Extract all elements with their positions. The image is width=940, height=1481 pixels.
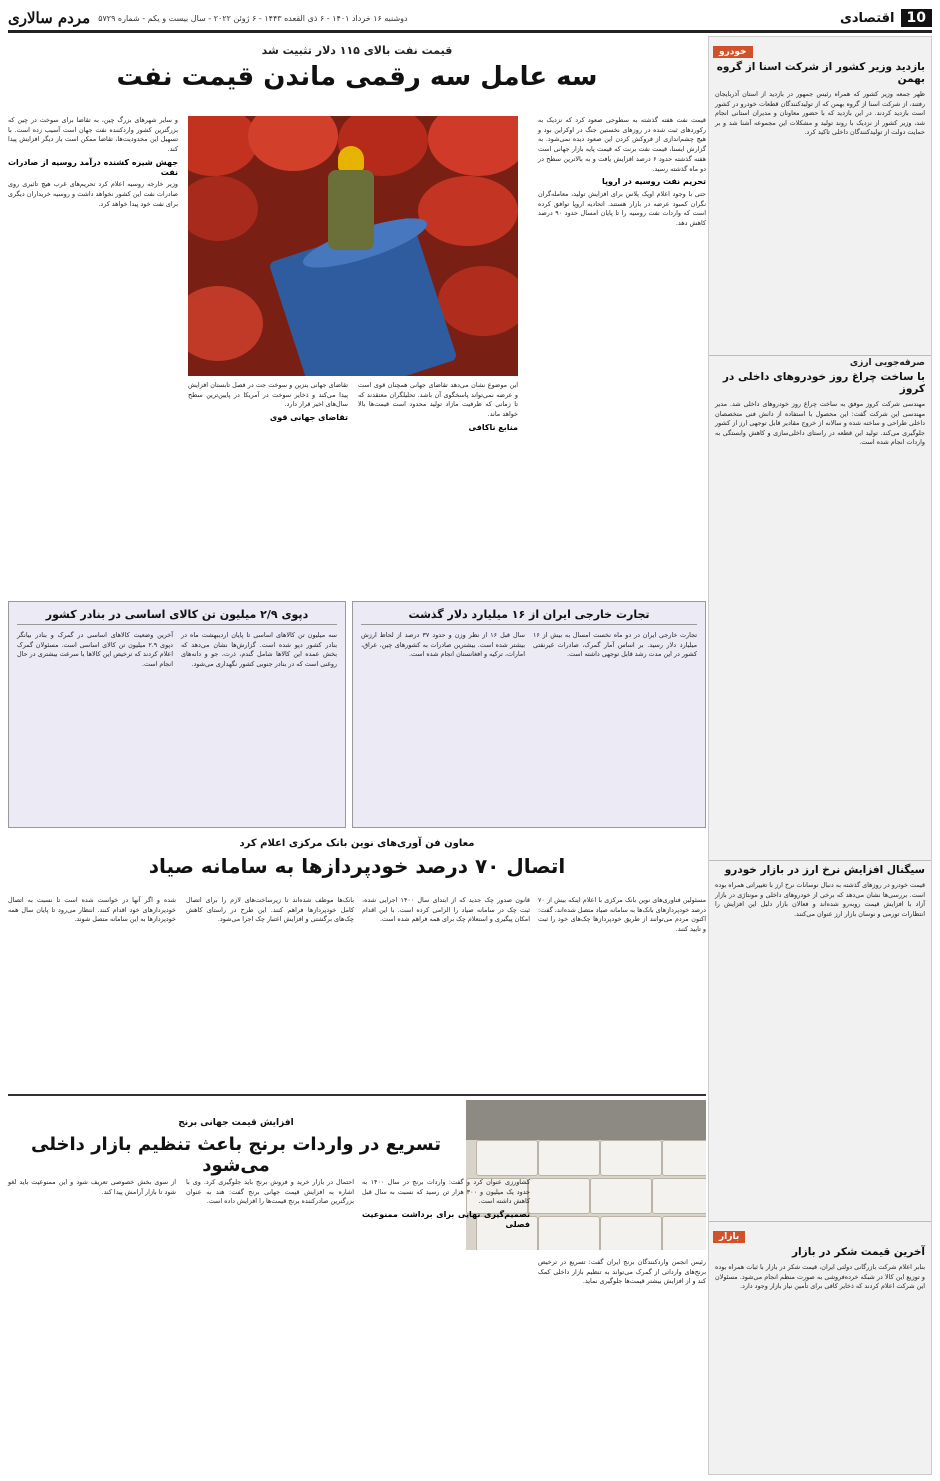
article-kicker: افزایش قیمت جهانی برنج	[178, 1118, 294, 1128]
article-subhead: جهش شیره کشنده درآمد روسیه از صادرات نفت	[8, 157, 178, 177]
article-subhead: منابع ناکافی	[468, 422, 518, 432]
sidebar-article-4	[709, 1222, 931, 1294]
section-divider	[8, 1094, 706, 1096]
article-kicker: معاون فن آوری‌های نوین بانک مرکزی اعلام کرد	[239, 838, 475, 849]
sidebar-tag: بازار	[713, 1231, 745, 1243]
article-column	[186, 1178, 354, 1468]
sidebar-title: آخرین قیمت شکر در بازار	[792, 1246, 925, 1258]
box-column: سال قبل ۱۶ از نظر وزن و حدود ۳۷ درصد از لحاظ ارزش بیشتر شده است. بیشترین صادرات به کشورهای چین، عراق، امارات، ترکیه و افغانستان انجام شده است.	[361, 631, 525, 659]
page-number: 10	[901, 9, 932, 27]
box-column: آخرین وضعیت کالاهای اساسی در گمرک و بنادر بیانگر دپوی ۲.۹ میلیون تن کالای اساسی است. مسئولان گمرک اعلام کردند که ترخیص این کالاها با سرعت بیشتری در حال انجام است.	[17, 631, 173, 668]
sidebar-title: بازدید وزیر کشور از شرکت اسنا از گروه بهمن	[716, 61, 925, 85]
article-text: وزیر خارجه روسیه اعلام کرد تحریم‌های غرب هیچ تاثیری روی صادرات نفت این کشور نخواهد داشت و روسیه خریداران دیگری برای نفت خود پیدا خواهد کرد.	[8, 180, 178, 208]
section-name: اقتصادی	[839, 10, 895, 26]
article-text: قیمت نفت هفته گذشته به سطوحی صعود کرد که نزدیک به رکوردهای ثبت شده در روزهای نخستین جنگ در اوکراین بود و هیچ چشم‌اندازی از فروکش کردن این صعود دیده نمی‌شود. به گزارش ایسنا، قیمت نفت برنت که قیمت پایه بازار جهانی است هفته گذشته حدود ۶ درصد افزایش یافت و به بالاترین سطح در دو ماه گذشته رسید.	[538, 116, 706, 173]
issue-info: دوشنبه ۱۶ خرداد ۱۴۰۱ - ۶ ذی القعده ۱۴۴۳ - ۶ ژوئن ۲۰۲۲ - سال بیست و یکم - شماره ۵۷۲۹	[98, 13, 408, 23]
oil-barrels-photo	[188, 116, 518, 376]
article-column	[538, 116, 706, 556]
sidebar-body: مهندسی شرکت کروز موفق به ساخت چراغ روز خودروهای داخلی شد. مدیر مهندسی این شرکت گفت: این محصول با استفاده از دانش فنی متخصصان داخلی طراحی و ساخته شده و سالانه از خروج مقادیر قابل توجهی ارز از کشور جلوگیری می‌کند. تولید این قطعه در راستای داخلی‌سازی و کاهش وابستگی به واردات انجام شده است.	[715, 400, 925, 447]
article-text: رئیس انجمن واردکنندگان برنج ایران گفت: تسریع در ترخیص برنج‌های وارداتی از گمرک می‌تواند به تنظیم بازار داخلی کمک کند و از افزایش بیشتر قیمت‌ها جلوگیری نماید.	[538, 1258, 706, 1286]
sidebar-article-1	[709, 37, 931, 356]
sidebar-tag: خودرو	[713, 46, 753, 58]
article-text: بانک‌ها موظف شده‌اند تا زیرساخت‌های لازم را برای اتصال کامل خودپردازها فراهم کنند. این طرح در راستای کاهش چک‌های برگشتی و افزایش اعتبار چک اجرا می‌شود.	[186, 896, 354, 924]
article-text: مسئولین فناوری‌های نوین بانک مرکزی با اعلام اینکه بیش از ۷۰ درصد خودپردازهای بانک‌ها به سامانه صیاد متصل شده‌اند، گفت: اکنون مردم می‌توانند از طریق خودپردازها چک‌های خود را ثبت و تایید کنند.	[538, 896, 706, 934]
article-text: و سایر شهرهای بزرگ چین، به تقاضا برای سوخت در چین که بزرگترین کشور واردکننده نفت جهان است آسیب زده است. با تسهیل این محدودیت‌ها، تقاضا ممکن است بار دیگر افزایش پیدا کند.	[8, 116, 178, 154]
sidebar-body: قیمت خودرو در روزهای گذشته به دنبال نوسانات نرخ ارز با تغییراتی همراه بوده است. بررسی‌ها نشان می‌دهد که برخی از خودروهای داخلی و مونتاژی در بازار آزاد با افزایش قیمت روبه‌رو شده‌اند و فعالان بازار دلیل این افزایش را انتظارات تورمی و نوسان بازار ارز عنوان می‌کنند.	[715, 881, 925, 918]
article-column	[8, 1178, 176, 1468]
article-column	[186, 896, 354, 1096]
box-title: دپوی ۲/۹ میلیون تن کالای اساسی در بنادر کشور	[17, 602, 337, 625]
article-subhead: تحریم نفت روسیه در اروپا	[602, 177, 706, 187]
article-column	[358, 381, 518, 561]
box-column: تجارت خارجی ایران در دو ماه نخست امسال به بیش از ۱۶ میلیارد دلار رسید. بر اساس آمار گمرک، صادرات غیرنفتی کشور در این مدت رشد قابل توجهی داشته است.	[533, 631, 697, 659]
article-headline: اتصال ۷۰ درصد خودپردازها به سامانه صیاد	[148, 854, 566, 878]
article-column	[538, 896, 706, 1096]
box-title: تجارت خارجی ایران از ۱۶ میلیارد دلار گذشت	[361, 602, 697, 625]
header-masthead	[8, 9, 408, 27]
article-headline: سه عامل سه رقمی ماندن قیمت نفت	[116, 62, 598, 92]
paper-name: مردم سالاری	[8, 9, 91, 27]
sidebar-title: با ساخت چراغ روز خودروهای داخلی در کروز	[722, 371, 925, 395]
article-column	[362, 896, 530, 1096]
article-text: تقاضای جهانی بنزین و سوخت جت در فصل تابستان افزایش پیدا می‌کند و ذخایر سوخت در آمریکا در پایین‌ترین سطح سال‌های اخیر قرار دارد.	[188, 381, 348, 409]
box-column: سه میلیون تن کالاهای اساسی تا پایان اردیبهشت ماه در بنادر کشور دپو شده است. گزارش‌ها نشان می‌دهد که بخش عمده این کالاها شامل گندم، ذرت، جو و دانه‌های روغنی است که در بنادر جنوبی کشور نگهداری می‌شود.	[181, 631, 337, 668]
article-headline: تسریع در واردات برنج باعث تنظیم بازار داخلی می‌شود	[30, 1134, 442, 1176]
sidebar-article-2	[709, 356, 931, 861]
article-text: شده و اگر آنها در خواست شده است تا نسبت به اتصال خودپردازهای خود اقدام کنند. انتظار می‌رود تا پایان سال همه خودپردازها به این سامانه متصل شوند.	[8, 896, 176, 924]
sidebar-subtitle: صرفه‌جویی ارزی	[849, 358, 925, 368]
trade-box	[352, 601, 706, 828]
sidebar-body: بنابر اعلام شرکت بازرگانی دولتی ایران، قیمت شکر در بازار با ثبات همراه بوده و توزیع این کالا در شبکه خرده‌فروشی به صورت منظم انجام می‌شود. مسئولان این شرکت اعلام کردند که ذخایر کافی برای تأمین نیاز بازار وجود دارد.	[715, 1263, 925, 1291]
main-content	[8, 36, 706, 1473]
article-text: از سوی بخش خصوصی تعریف شود و این ممنوعیت باید لغو شود تا بازار آرامش پیدا کند.	[8, 1178, 176, 1196]
article-text: حتی با وجود اعلام اوپک پلاس برای افزایش تولید، معامله‌گران نگران کمبود عرضه در بازار هستند. اتحادیه اروپا توافق کرده است که واردات نفت روسیه را تا پایان امسال حدود ۹۰ درصد کاهش دهد.	[538, 189, 706, 228]
article-text: این موضوع نشان می‌دهد تقاضای جهانی همچنان قوی است و عرضه نمی‌تواند پاسخگوی آن باشد. تحلیلگران معتقدند که تا زمانی که ظرفیت مازاد تولید محدود است قیمت‌ها بالا خواهد ماند.	[358, 381, 518, 419]
sidebar	[708, 36, 932, 1475]
article-column	[8, 116, 178, 556]
article-column	[188, 381, 348, 561]
article-column	[538, 1258, 706, 1468]
article-subhead: تصمیم‌گیری نهایی برای برداشت ممنوعیت فصلی	[362, 1210, 530, 1229]
article-subhead: تقاضای جهانی قوی	[269, 413, 348, 423]
article-text: کشاورزی عنوان کرد و گفت: واردات برنج در سال ۱۴۰۰ به حدود یک میلیون و ۳۰۰ هزار تن رسید که نسبت به سال قبل کاهش داشته است.	[362, 1178, 530, 1206]
sidebar-article-3	[709, 861, 931, 1222]
article-column	[362, 1178, 530, 1468]
page-header	[8, 6, 932, 33]
sidebar-body: ظهر جمعه وزیر کشور که همراه رئیس جمهور در بازدید از استان آذربایجان رفتند، از شرکت اسنا از گروه بهمن که از تولیدکنندگان قطعات خودرو در کشور است بازدید کردند. در این بازدید که با حضور معاونان و مدیران استانی انجام شد، وزیر کشور از نزدیک با روند تولید و مشکلات این مجموعه آشنا شد و بر حمایت دولت از تولیدکنندگان داخلی تاکید کرد.	[715, 90, 925, 137]
imports-box	[8, 601, 346, 828]
article-text: احتمال در بازار خرید و فروش برنج باید جلوگیری کرد. وی با اشاره به افزایش قیمت جهانی برنج گفت: هند به عنوان بزرگترین صادرکننده برنج قیمت‌ها را افزایش داده است.	[186, 1178, 354, 1206]
article-column	[8, 896, 176, 1096]
article-text: قانون صدور چک جدید که از ابتدای سال ۱۴۰۰ اجرایی شده، ثبت چک در سامانه صیاد را الزامی کرده است. با این اقدام امکان پیگیری و استعلام چک برای همه فراهم شده است.	[362, 896, 530, 924]
sidebar-title: سیگنال افزایش نرخ ارز در بازار خودرو	[724, 864, 925, 876]
article-kicker: قیمت نفت بالای ۱۱۵ دلار تثبیت شد	[261, 44, 453, 57]
header-section	[840, 9, 932, 27]
